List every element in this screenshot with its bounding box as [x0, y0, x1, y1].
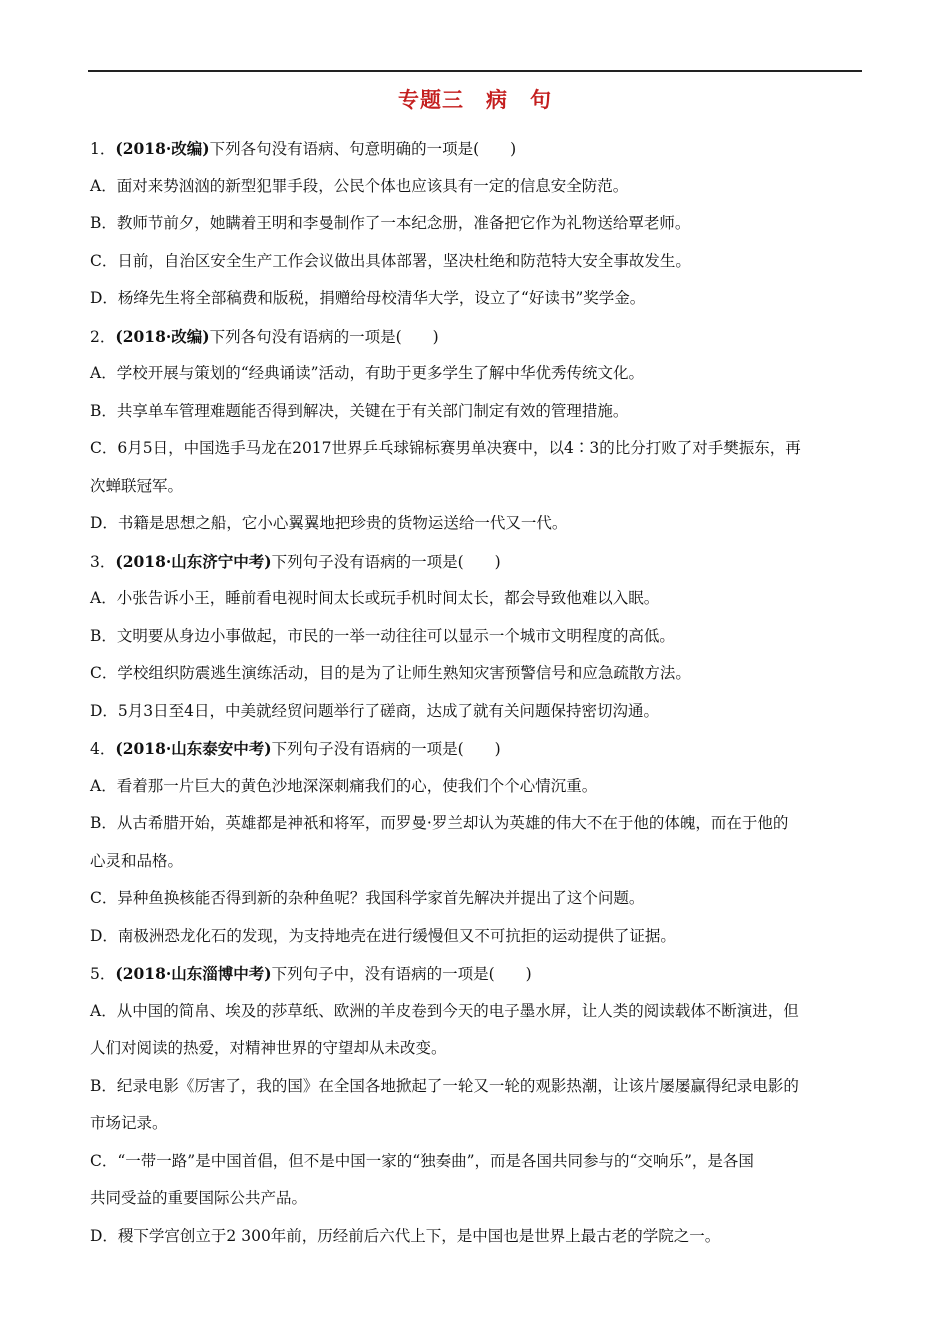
question-text: 下列各句没有语病、句意明确的一项是( ) [209, 140, 517, 158]
question-source: (2018·山东济宁中考) [115, 551, 272, 571]
option-b: B．教师节前夕，她瞒着王明和李曼制作了一本纪念册，准备把它作为礼物送给覃老师。 [90, 214, 691, 232]
option-d: D．5月3日至4日，中美就经贸问题举行了磋商，达成了就有关问题保持密切沟通。 [90, 701, 660, 720]
option-b-continued: 市场记录。 [90, 1114, 168, 1132]
page-title: 专题三 病 句 [398, 88, 552, 112]
option-c: C．学校组织防震逃生演练活动，目的是为了让师生熟知灾害预警信号和应急疏散方法。 [90, 664, 691, 682]
question-stem [90, 730, 865, 768]
option-b: B．纪录电影《厉害了，我的国》在全国各地掀起了一轮又一轮的观影热潮，让该片屡屡赢得纪录电影的 [90, 1076, 799, 1095]
option-c-continued: 次蝉联冠军。 [90, 476, 184, 495]
question-3 [90, 543, 865, 731]
option-b: B．文明要从身边小事做起，市民的一举一动往往可以显示一个城市文明程度的高低。 [90, 626, 675, 645]
option-c: C．异种鱼换核能否得到新的杂种鱼呢？我国科学家首先解决并提出了这个问题。 [90, 889, 645, 907]
question-number: 4． [90, 740, 116, 758]
header-rule [88, 70, 862, 72]
question-number: 1． [90, 140, 116, 158]
question-stem [90, 955, 865, 993]
question-2 [90, 318, 865, 543]
question-number: 5． [90, 965, 116, 983]
question-4 [90, 730, 865, 955]
option-b: B．共享单车管理难题能否得到解决，关键在于有关部门制定有效的管理措施。 [90, 401, 629, 420]
option-d: D．书籍是思想之船，它小心翼翼地把珍贵的货物运送给一代又一代。 [90, 514, 568, 532]
question-stem [90, 543, 865, 581]
option-a: A．面对来势汹汹的新型犯罪手段，公民个体也应该具有一定的信息安全防范。 [90, 176, 629, 195]
option-a: A．小张告诉小王，睡前看电视时间太长或玩手机时间太长，都会导致他难以入眠。 [90, 589, 660, 607]
option-d: D．南极洲恐龙化石的发现，为支持地壳在进行缓慢但又不可抗拒的运动提供了证据。 [90, 926, 676, 945]
option-a: A．从中国的简帛、埃及的莎草纸、欧洲的羊皮卷到今天的电子墨水屏，让人类的阅读载体不断演进，但 [90, 1001, 799, 1020]
question-source: (2018·山东淄博中考) [115, 964, 272, 983]
question-source: (2018·改编) [115, 326, 210, 346]
question-number: 2． [90, 327, 116, 346]
option-c-continued: 共同受益的重要国际公共产品。 [90, 1189, 308, 1207]
question-text: 下列各句没有语病的一项是( ) [209, 327, 439, 346]
option-d: D．杨绛先生将全部稿费和版税，捐赠给母校清华大学，设立了“好读书”奖学金。 [90, 289, 646, 307]
option-a-continued: 人们对阅读的热爱，对精神世界的守望却从未改变。 [90, 1039, 447, 1057]
question-1 [90, 130, 865, 318]
option-d: D．稷下学宫创立于2 300年前，历经前后六代上下，是中国也是世界上最古老的学院之一。 [90, 1226, 721, 1245]
question-stem [90, 318, 865, 356]
option-c: C．“一带一路”是中国首倡，但不是中国一家的“独奏曲”，而是各国共同参与的“交响乐”，是各国 [90, 1151, 754, 1170]
question-source: (2018·山东泰安中考) [115, 739, 272, 758]
option-b: B．从古希腊开始，英雄都是神祇和将军，而罗曼·罗兰却认为英雄的伟大不在于他的体魄，而在于他的 [90, 814, 789, 832]
option-c: C．6月5日，中国选手马龙在2017世界乒乓球锦标赛男单决赛中，以4∶3的比分打败了对手樊振东，再 [90, 439, 801, 457]
option-c: C．日前，自治区安全生产工作会议做出具体部署，坚决杜绝和防范特大安全事故发生。 [90, 251, 691, 270]
option-a: A．看着那一片巨大的黄色沙地深深刺痛我们的心，使我们个个心情沉重。 [90, 776, 598, 795]
question-source: (2018·改编) [115, 139, 210, 158]
question-5 [90, 955, 865, 1255]
question-text: 下列句子没有语病的一项是( ) [271, 552, 501, 571]
question-text: 下列句子没有语病的一项是( ) [271, 740, 501, 758]
option-a: A．学校开展与策划的“经典诵读”活动，有助于更多学生了解中华优秀传统文化。 [90, 364, 645, 382]
question-text: 下列句子中，没有语病的一项是( ) [271, 965, 532, 983]
question-number: 3． [90, 552, 116, 571]
question-list [90, 130, 865, 1255]
option-b-continued: 心灵和品格。 [90, 851, 184, 870]
question-stem [90, 130, 865, 168]
